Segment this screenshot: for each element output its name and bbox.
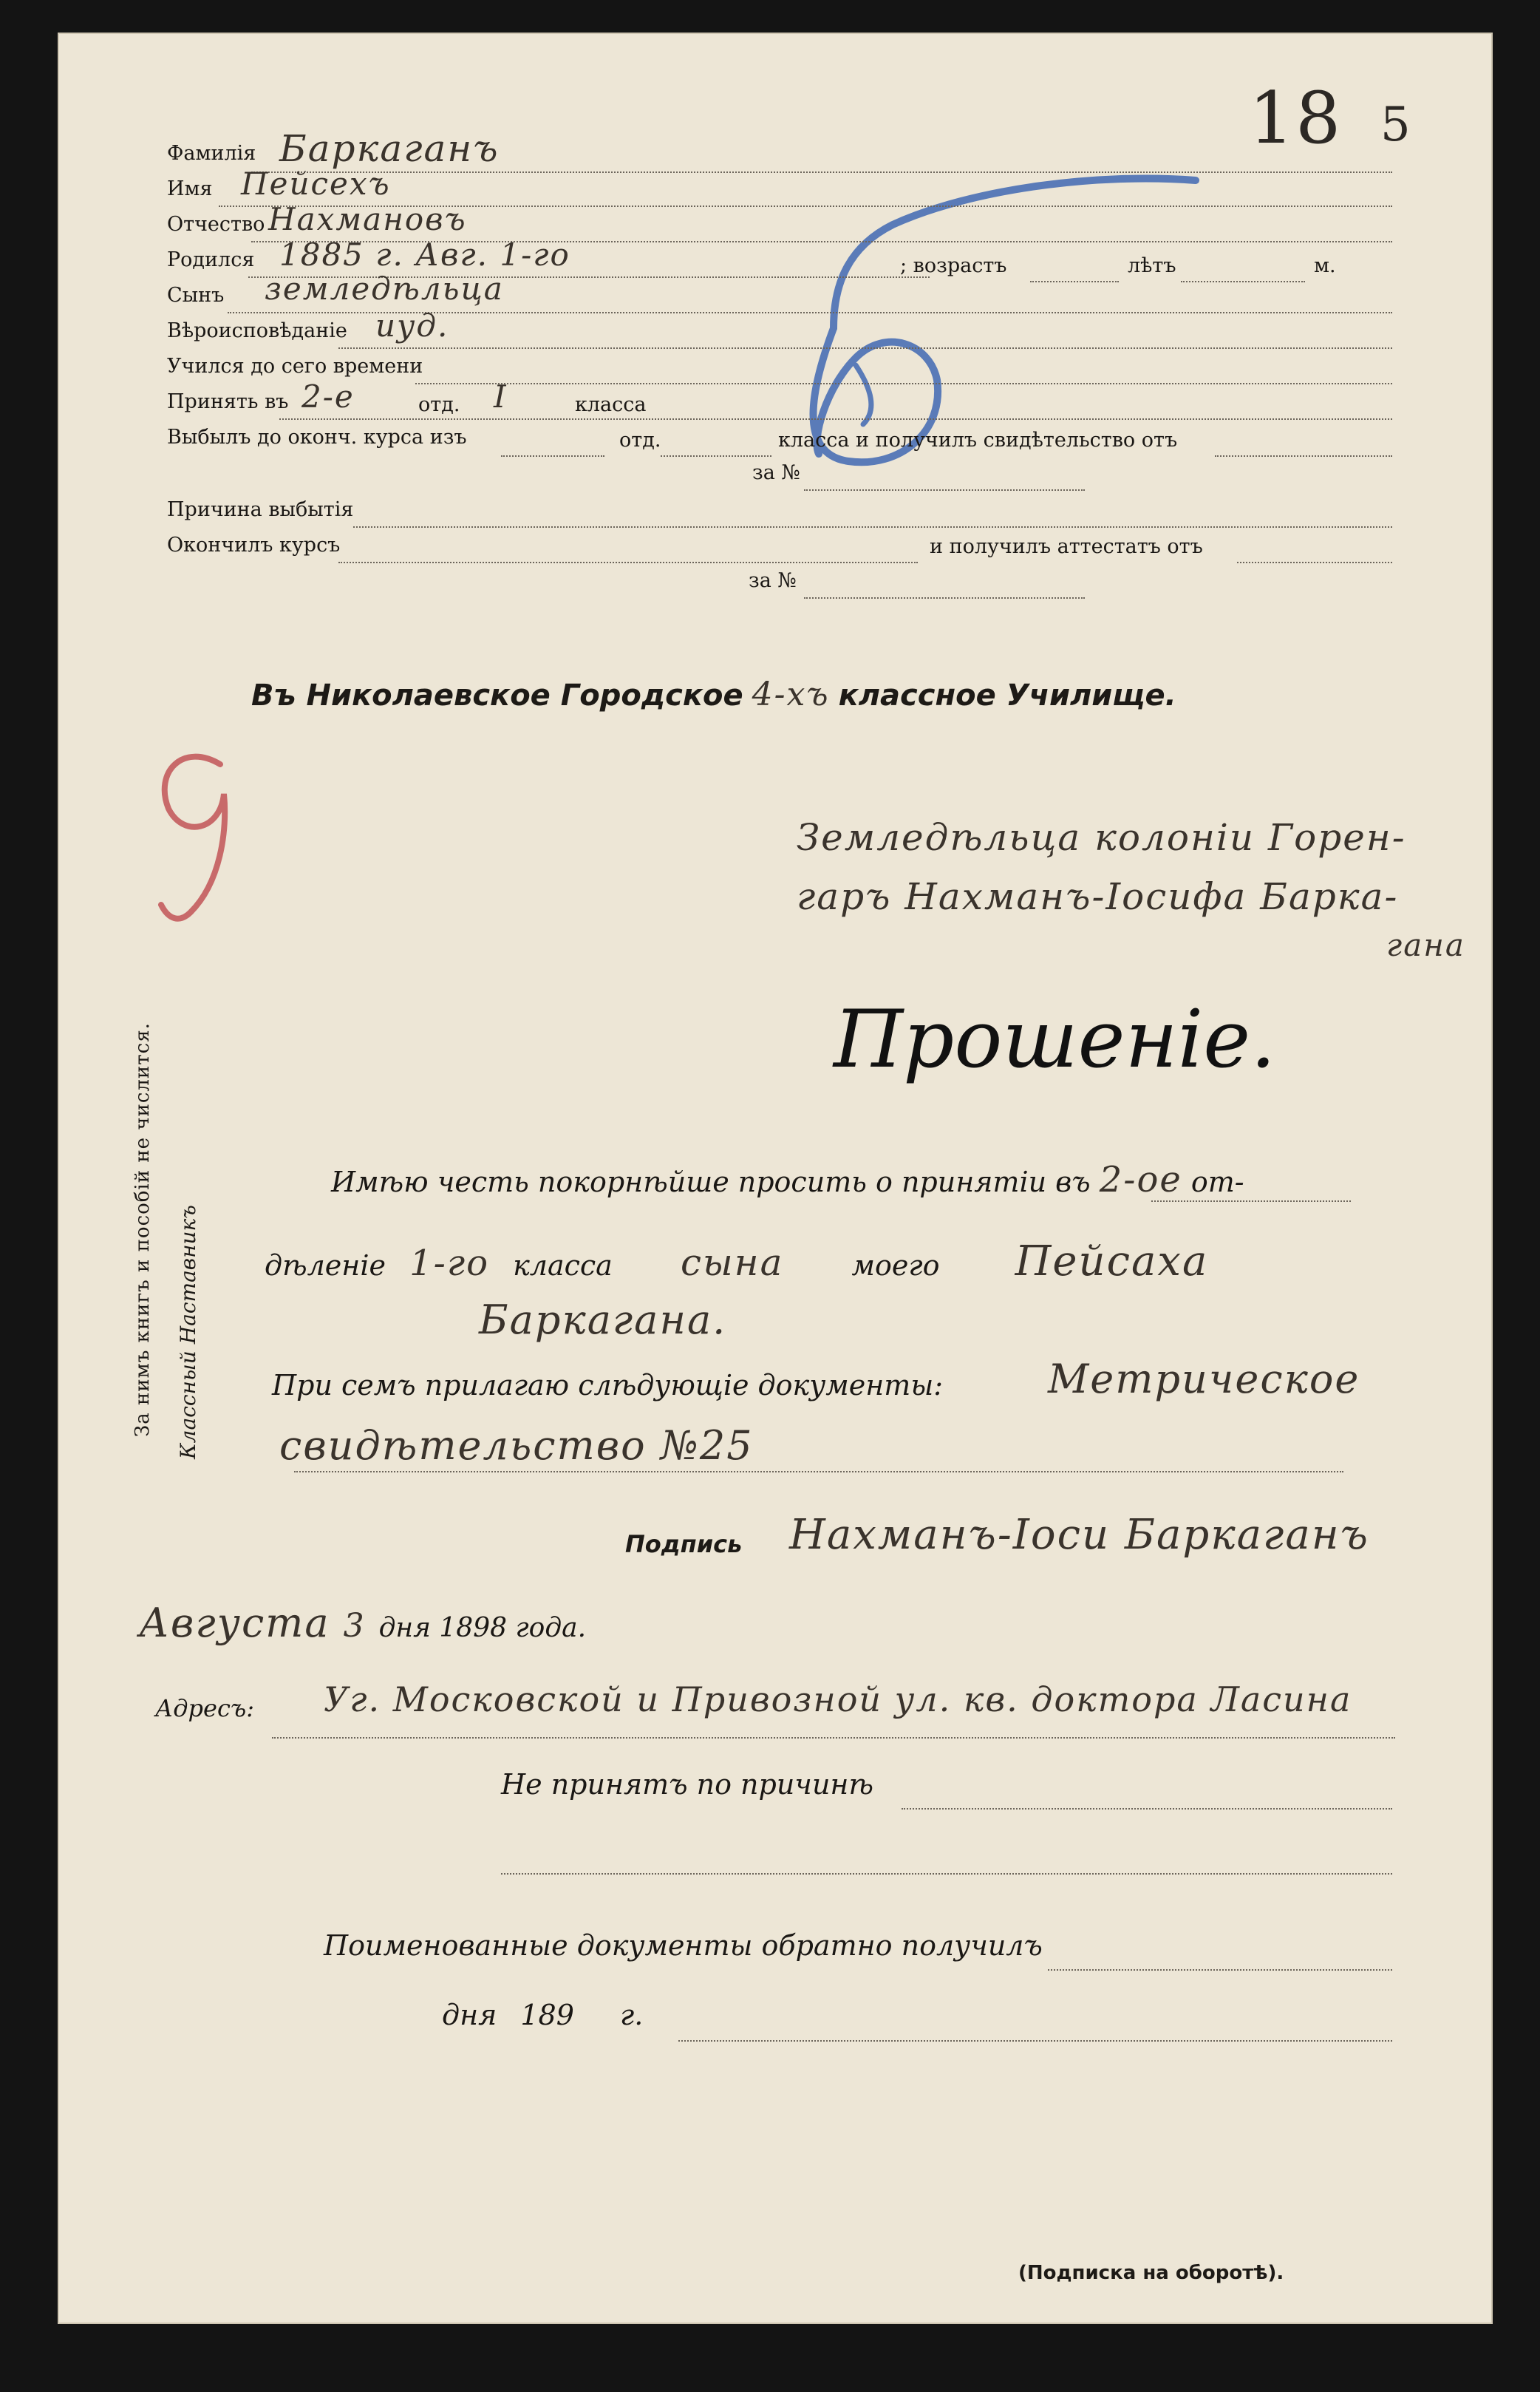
address-value: Уг. Московской и Привозной ул. кв. доктора Ласина	[324, 1679, 1352, 1719]
documents-value-2: свидѣтельство №25	[279, 1422, 754, 1469]
attestat-label: и получилъ аттестатъ отъ	[930, 535, 1203, 558]
name-label: Имя	[167, 177, 213, 200]
born-label: Родился	[167, 248, 255, 271]
religion-value: иуд.	[375, 308, 449, 344]
corner-suffix: 5	[1380, 98, 1412, 152]
surname-label: Фамилія	[167, 142, 256, 165]
studied-label: Учился до сего времени	[167, 355, 423, 378]
school-line-hw: 4-хъ	[752, 676, 830, 713]
returned-date: дня 189 г.	[442, 1999, 644, 2031]
petition-line-1: Имѣю честь покорнѣйше просить о принятіи въ 2-ое от-	[331, 1159, 1244, 1200]
patronymic-value: Нахмановъ	[268, 201, 467, 237]
born-value: 1885 г. Авг. 1-го	[279, 237, 570, 273]
school-line	[251, 676, 1176, 713]
document-page	[58, 33, 1493, 2324]
address-label: Адресъ:	[155, 1694, 254, 1722]
returned-label: Поименованные документы обратно получилъ	[324, 1929, 1043, 1962]
religion-label: Вѣроисповѣданіе	[167, 319, 347, 342]
school-line-prefix: Въ Николаевское Городское	[251, 679, 743, 713]
petitioner-line-1: Земледѣльца колоніи Гоpен-	[797, 816, 1406, 859]
surname-value: Баркаганъ	[279, 127, 500, 170]
months-label: м.	[1314, 254, 1336, 277]
signature-value: Нахманъ-Іоси Баркаганъ	[789, 1511, 1369, 1559]
accepted-class: I	[494, 378, 508, 415]
not-accepted-label: Не принятъ по причинѣ	[501, 1768, 873, 1801]
corner-number: 18	[1249, 77, 1343, 160]
finished-label: Окончилъ курсъ	[167, 534, 341, 557]
footer-note: (Подписка на оборотѣ).	[1018, 2262, 1284, 2284]
left-label: Выбылъ до оконч. курса изъ	[167, 426, 467, 449]
years-label: лѣтъ	[1128, 254, 1176, 277]
margin-note-books: За нимъ книгъ и пособій не числится.	[132, 1022, 154, 1437]
petition-line-3: Баркагана.	[479, 1297, 727, 1343]
accepted-dept: 2-е	[301, 378, 355, 415]
dept-label: отд.	[418, 393, 460, 416]
page-title: Прошеніе.	[834, 993, 1276, 1086]
class-label: класса	[575, 393, 647, 416]
margin-note-teacher: Классный Наставникъ	[176, 1205, 200, 1459]
documents-value-1: Метрическое	[1048, 1356, 1360, 1402]
age-label: ; возрастъ	[900, 254, 1007, 277]
za-no-1: за №	[752, 461, 800, 484]
son-value: земледѣльца	[265, 271, 504, 307]
date-line: Августа 3 дня 1898 года.	[139, 1600, 587, 1646]
son-label: Сынъ	[167, 284, 225, 307]
left-class-label: класса и получилъ свидѣтельство отъ	[778, 429, 1178, 452]
documents-label: При семъ прилагаю слѣдующіе документы:	[272, 1369, 944, 1401]
accepted-label: Принять въ	[167, 390, 289, 413]
signature-label: Подпись	[625, 1530, 743, 1558]
petitioner-line-2: гаръ Нахманъ-Іосифа Барка-	[797, 875, 1399, 918]
red-pencil-mark	[139, 742, 250, 927]
patronymic-label: Отчество	[167, 213, 265, 236]
school-line-suffix: классное Училище.	[838, 679, 1176, 713]
left-dept-label: отд.	[619, 429, 661, 452]
reason-label: Причина выбытія	[167, 498, 354, 521]
za-no-2: за №	[749, 569, 797, 592]
name-value: Пейсехъ	[241, 166, 391, 202]
petitioner-line-3: гана	[1386, 927, 1465, 963]
petition-line-2: дѣленіе 1-го класса сына моего Пейсаха	[265, 1237, 1209, 1285]
